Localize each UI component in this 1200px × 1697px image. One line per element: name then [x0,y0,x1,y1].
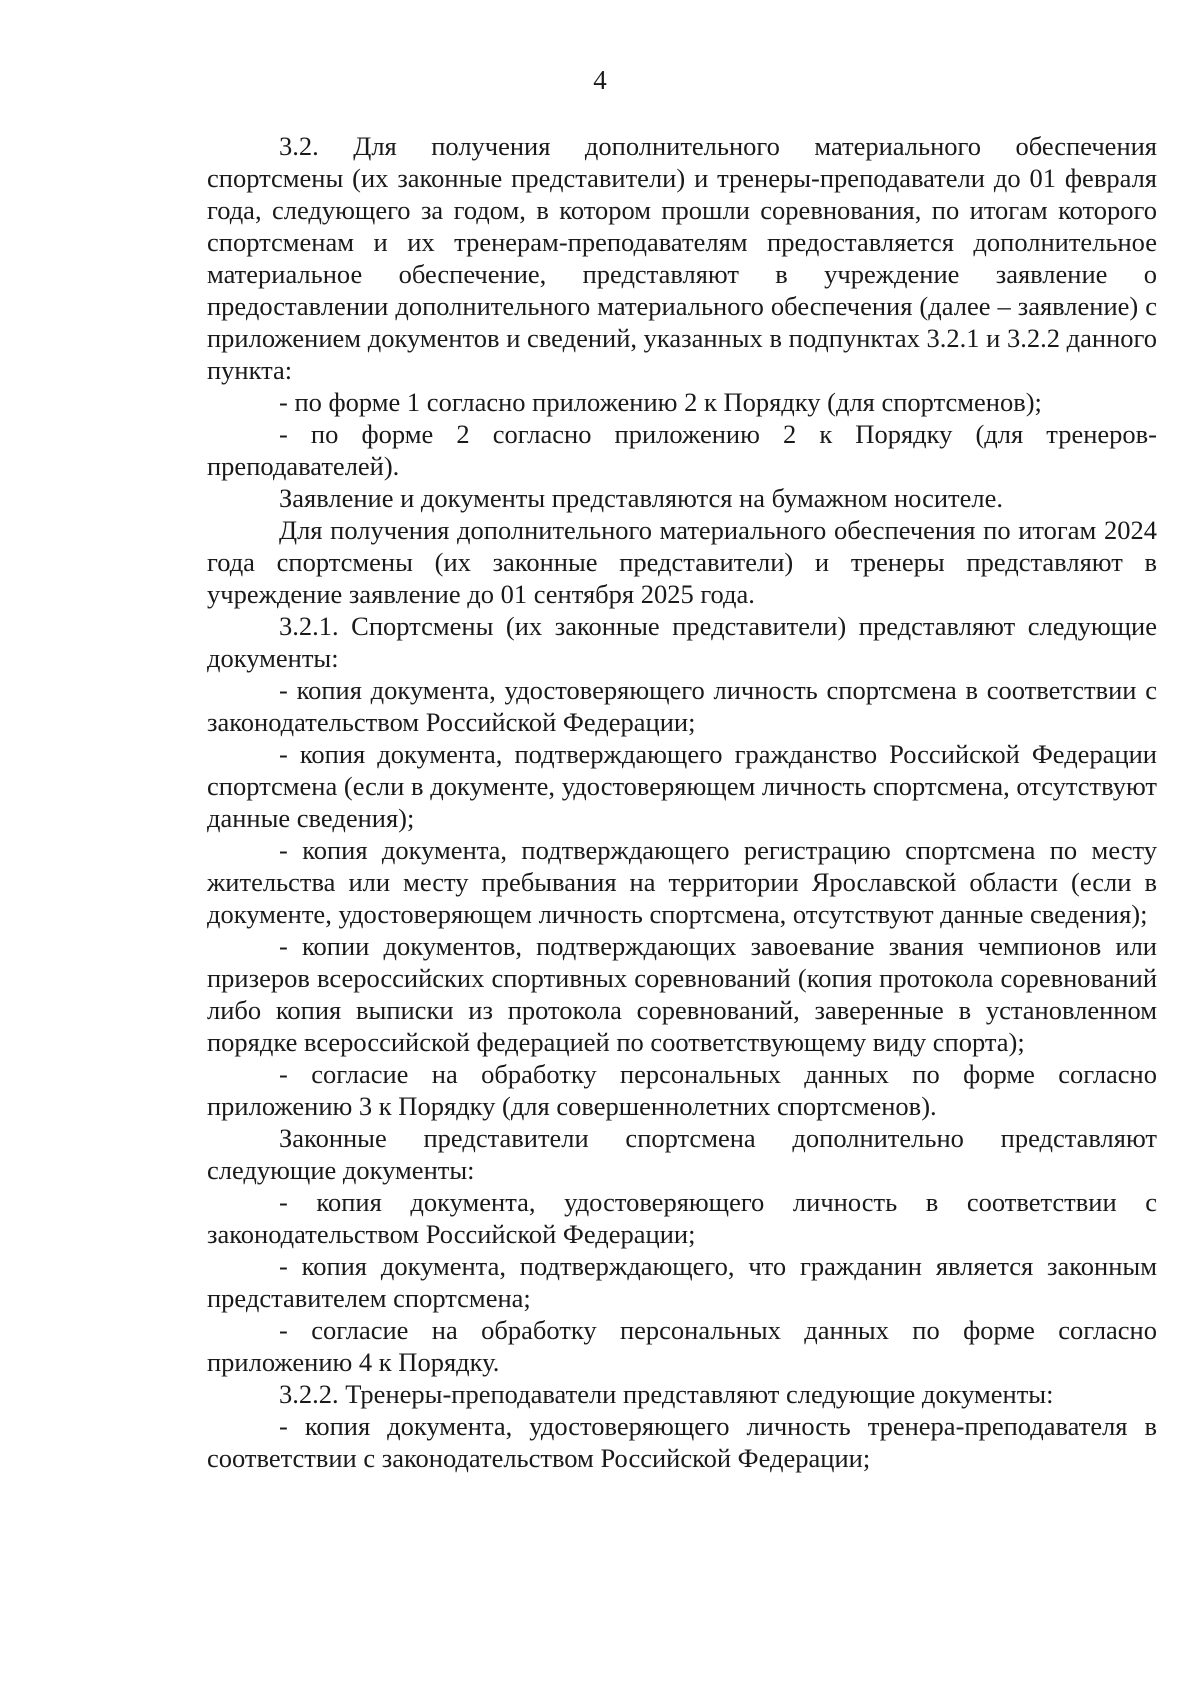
paragraph-3-2-1: 3.2.1. Спортсмены (их законные представители) представляют следующие документы: [207,611,1157,673]
list-item-registration-copy: - копия документа, подтверждающего регистрацию спортсмена по месту жительства или месту пребывания на территории Ярославской области (если в документе, удостоверяющем личность спортсмена, отсутствуют данные сведения); [207,835,1157,929]
paragraph-2024-deadline: Для получения дополнительного материального обеспечения по итогам 2024 года спортсмены (их законные представители) и тренеры представляют в учреждение заявление до 01 сентября 2025 года. [207,515,1157,609]
list-item-consent-form-4: - согласие на обработку персональных данных по форме согласно приложению 4 к Порядку. [207,1315,1157,1377]
paragraph-paper-medium: Заявление и документы представляются на бумажном носителе. [279,483,1003,513]
list-item-coach-identity: - копия документа, удостоверяющего личность тренера-преподавателя в соответствии с законодательством Российской Федерации; [207,1411,1157,1473]
paragraph-3-2: 3.2. Для получения дополнительного материального обеспечения спортсмены (их законные представители) и тренеры-преподаватели до 01 февраля года, следующего за годом, в котором прошли соревнования, по итогам которого спортсменам и их тренерам-преподавателям предоставляется дополнительное материальное обеспечение, представляют в учреждение заявление о предоставлении дополнительного материального обеспечения (далее – заявление) с приложением документов и сведений, указанных в подпунктах 3.2.1 и 3.2.2 данного пункта: [207,131,1157,385]
paragraph-legal-representatives: Законные представители спортсмена дополнительно представляют следующие документы: [207,1123,1157,1185]
document-body [207,130,1157,1474]
list-item-representative-identity: - копия документа, удостоверяющего личность в соответствии с законодательством Российской Федерации; [207,1187,1157,1249]
list-item-form-1: - по форме 1 согласно приложению 2 к Порядку (для спортсменов); [279,387,1042,417]
list-item-identity-copy: - копия документа, удостоверяющего личность спортсмена в соответствии с законодательством Российской Федерации; [207,675,1157,737]
list-item-consent-form-3: - согласие на обработку персональных данных по форме согласно приложению 3 к Порядку (для совершеннолетних спортсменов). [207,1059,1157,1121]
list-item-representative-proof: - копия документа, подтверждающего, что гражданин является законным представителем спортсмена; [207,1251,1157,1313]
list-item-champion-docs: - копии документов, подтверждающих завоевание звания чемпионов или призеров всероссийских спортивных соревнований (копия протокола соревнований либо копия выписки из протокола соревнований, заверенные в установленном порядке всероссийской федерацией по соответствующему виду спорта); [207,931,1157,1057]
list-item-citizenship-copy: - копия документа, подтверждающего гражданство Российской Федерации спортсмена (если в документе, удостоверяющем личность спортсмена, отсутствуют данные сведения); [207,739,1157,833]
list-item-form-2: - по форме 2 согласно приложению 2 к Порядку (для тренеров-преподавателей). [207,419,1157,481]
paragraph-3-2-2: 3.2.2. Тренеры-преподаватели представляют следующие документы: [279,1379,1054,1409]
page-number: 4 [593,65,607,95]
